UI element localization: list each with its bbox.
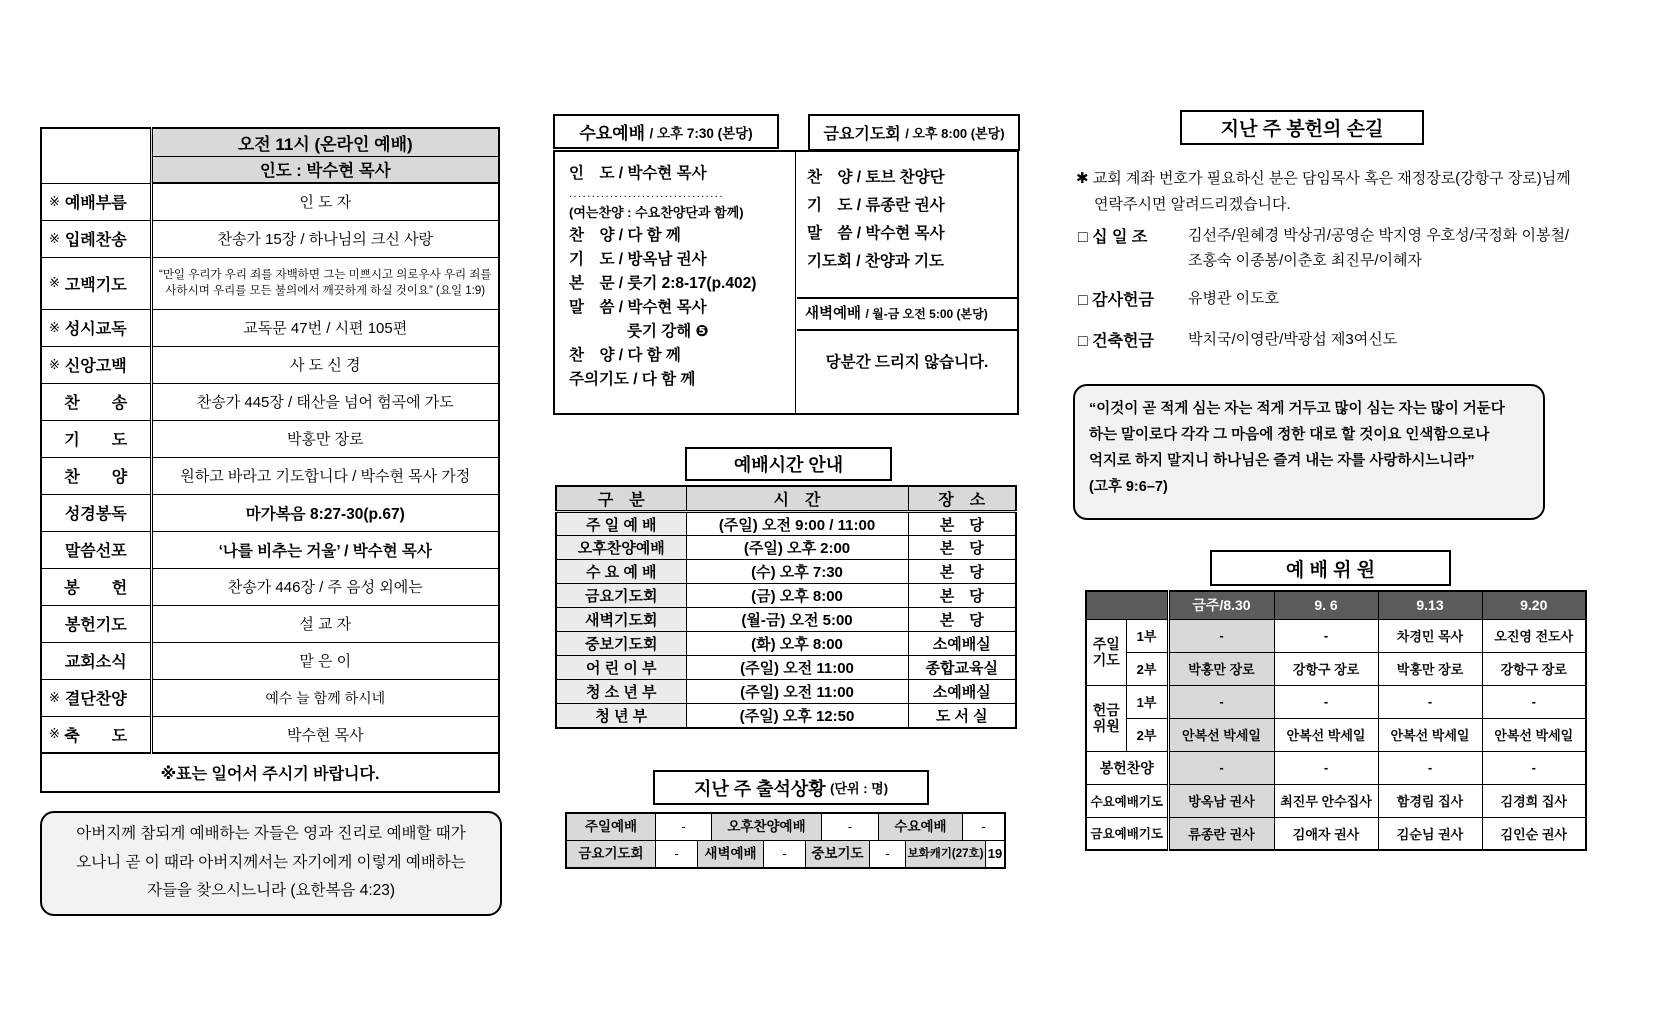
- worship-order-panel: [40, 127, 500, 793]
- committee-group-label: 헌금위원: [1086, 685, 1126, 751]
- times-category: 수 요 예 배: [556, 560, 686, 584]
- times-place: 본 당: [908, 512, 1016, 536]
- committee-row-label: 금요예배기도: [1086, 817, 1168, 850]
- attendance-label: 보화캐기(27호): [905, 841, 985, 867]
- committee-cell: 김애자 권사: [1274, 817, 1378, 850]
- order-row-label: ※ 결단찬양: [41, 679, 151, 716]
- attendance-label: 오후찬양예배: [711, 814, 821, 840]
- offerings-account-note: [1076, 166, 1572, 219]
- tithe-item: [1078, 224, 1570, 274]
- offerings-title-box: [1180, 110, 1424, 145]
- service-line: 기도회 / 찬양과 기도: [807, 253, 945, 270]
- committee-cell: 오진영 전도사: [1482, 619, 1586, 652]
- standing-mark: ※: [49, 726, 60, 742]
- committee-cell: 김경희 집사: [1482, 784, 1586, 817]
- times-category: 청 소 년 부: [556, 680, 686, 704]
- order-row-value: “만일 우리가 우리 죄를 자백하면 그는 미쁘시고 의로우사 우리 죄를 사하시며 우리를 모든 불의에서 깨끗하게 하실 것이요” (요일 1:9): [151, 257, 499, 309]
- standing-mark: ※: [49, 193, 60, 209]
- order-row-label: 찬 양: [41, 457, 151, 494]
- offerings-title: 지난 주 봉헌의 손길: [1220, 119, 1384, 140]
- worship-times-title-box: [685, 447, 892, 481]
- committee-sub-label: 1부: [1126, 619, 1168, 652]
- wednesday-service-order: [555, 152, 796, 413]
- friday-prayer-order: [797, 152, 1017, 413]
- times-time: (수) 오후 7:30: [686, 560, 908, 584]
- times-category: 새벽기도회: [556, 608, 686, 632]
- committee-cell: 안복선 박세일: [1168, 718, 1274, 751]
- order-row-label: ※ 입례찬송: [41, 220, 151, 257]
- service-line: 찬 양 / 다 함 께: [569, 227, 681, 244]
- times-time: (주일) 오전 9:00 / 11:00: [686, 512, 908, 536]
- wednesday-service-title-box: [553, 114, 779, 149]
- attendance-value: -: [655, 814, 711, 840]
- friday-prayer-title: 금요기도회: [823, 126, 901, 143]
- committee-cell: 류종란 권사: [1168, 817, 1274, 850]
- committee-cell: 김순님 권사: [1378, 817, 1482, 850]
- committee-cell: -: [1168, 685, 1274, 718]
- order-row-value: 박홍만 장로: [151, 420, 499, 457]
- service-line: 인 도 / 박수현 목사: [569, 165, 707, 182]
- attendance-label: 주일예배: [567, 814, 655, 840]
- committee-date-header: 금주/8.30: [1168, 591, 1274, 619]
- friday-lines: [797, 152, 1017, 276]
- verse-line: (고후 9:6–7): [1089, 479, 1168, 496]
- attendance-value: -: [962, 814, 1004, 840]
- standing-mark: ※: [49, 319, 60, 335]
- attendance-value: -: [763, 841, 805, 867]
- committee-date-header: 9.13: [1378, 591, 1482, 619]
- standing-mark: ※: [49, 275, 60, 290]
- attendance-value: -: [821, 814, 878, 840]
- tithe-names-line: 조홍숙 이종봉/이춘호 최진무/이혜자: [1188, 251, 1423, 269]
- committee-sub-label: 1부: [1126, 685, 1168, 718]
- times-place: 본 당: [908, 560, 1016, 584]
- order-row-label: 기 도: [41, 420, 151, 457]
- times-col-header: 장 소: [908, 486, 1016, 512]
- worship-order-table: [40, 127, 500, 793]
- committee-row-label: 수요예배기도: [1086, 784, 1168, 817]
- order-row-value: ‘나를 비추는 거울’ / 박수현 목사: [151, 531, 499, 568]
- order-row-value: 원하고 바라고 기도합니다 / 박수현 목사 가정: [151, 457, 499, 494]
- committee-cell: -: [1168, 751, 1274, 784]
- order-row-label: 성경봉독: [41, 494, 151, 531]
- order-row-label: 봉 헌: [41, 568, 151, 605]
- order-row-value: 설 교 자: [151, 605, 499, 642]
- verse-line: 아버지께 참되게 예배하는 자들은 영과 진리로 예배할 때가: [76, 825, 466, 842]
- building-offering-item: [1078, 328, 1570, 353]
- standing-mark: ※: [49, 356, 60, 372]
- times-place: 도 서 실: [908, 704, 1016, 728]
- verse-line: 억지로 하지 말지니 하나님은 즐겨 내는 자를 사랑하시느니라”: [1089, 453, 1475, 470]
- committee-cell: 박홍만 장로: [1168, 652, 1274, 685]
- order-row-value: 예수 늘 함께 하시네: [151, 679, 499, 716]
- attendance-label: 금요기도회: [567, 841, 655, 867]
- committee-cell: 최진무 안수집사: [1274, 784, 1378, 817]
- order-row-value: 인 도 자: [151, 183, 499, 220]
- committee-title: 예 배 위 원: [1285, 559, 1376, 581]
- committee-cell: 함경림 집사: [1378, 784, 1482, 817]
- wednesday-service-title: 수요예배: [579, 124, 646, 143]
- order-row-value: 찬송가 15장 / 하나님의 크신 사랑: [151, 220, 499, 257]
- attendance-label: 새벽예배: [697, 841, 763, 867]
- attendance-label: 수요예배: [878, 814, 962, 840]
- committee-group-label: 주일기도: [1086, 619, 1126, 685]
- order-header-time: 오전 11시 (온라인 예배): [151, 128, 499, 156]
- verse-line: 오나니 곧 이 때라 아버지께서는 자기에게 이렇게 예배하는: [76, 853, 466, 871]
- committee-row-label: 봉헌찬양: [1086, 751, 1168, 784]
- committee-sub-label: 2부: [1126, 652, 1168, 685]
- thanks-offering-names: 유병관 이도호: [1188, 290, 1280, 307]
- committee-cell: -: [1482, 685, 1586, 718]
- dawn-service-time: / 월-금 오전 5:00 (본당): [865, 307, 988, 321]
- attendance-row: [567, 814, 1004, 840]
- committee-cell: 강항구 장로: [1274, 652, 1378, 685]
- order-row-value: 마가복음 8:27-30(p.67): [151, 494, 499, 531]
- times-category: 주 일 예 배: [556, 512, 686, 536]
- service-line: 본 문 / 룻기 2:8-17(p.402): [569, 275, 757, 292]
- midweek-services-panel: [553, 150, 1019, 415]
- attendance-value: 19: [985, 841, 1004, 867]
- dawn-service-header: [797, 297, 1017, 331]
- times-place: 종합교육실: [908, 656, 1016, 680]
- committee-cell: 안복선 박세일: [1274, 718, 1378, 751]
- order-row-label: ※ 축 도: [41, 716, 151, 753]
- order-row-value: 박수현 목사: [151, 716, 499, 753]
- service-line: 말 씀 / 박수현 목사: [569, 299, 707, 316]
- building-offering-names: 박치국/이영란/박광섭 제3여신도: [1188, 331, 1398, 348]
- committee-cell: 안복선 박세일: [1482, 718, 1586, 751]
- times-place: 소예배실: [908, 680, 1016, 704]
- order-row-label: ※ 성시교독: [41, 309, 151, 346]
- attendance-value: -: [655, 841, 697, 867]
- tithe-label: □ 십 일 조: [1078, 229, 1148, 246]
- times-col-header: 시 간: [686, 486, 908, 512]
- committee-date-header: 9.20: [1482, 591, 1586, 619]
- committee-cell: 안복선 박세일: [1378, 718, 1482, 751]
- committee-cell: 박홍만 장로: [1378, 652, 1482, 685]
- john-verse-box: [40, 811, 502, 916]
- times-category: 오후찬양예배: [556, 536, 686, 560]
- attendance-title-box: [653, 770, 929, 805]
- attendance-table: [565, 812, 1006, 869]
- order-header-empty-cell: [41, 128, 151, 183]
- tithe-names-line: 김선주/원혜경 박상귀/공영순 박지영 우호성/국정화 이봉철/: [1188, 227, 1570, 244]
- verse-line: “이것이 곧 적게 심는 자는 적게 거두고 많이 심는 자는 많이 거둔다: [1089, 401, 1505, 417]
- worship-times-table: [555, 485, 1017, 729]
- verse-line: 자들을 찾으시느니라 (요한복음 4:23): [146, 882, 396, 900]
- service-line: 주의기도 / 다 함 께: [569, 371, 696, 388]
- offerings-note-line: ✱ 교회 계좌 번호가 필요하신 분은 담임목사 혹은 재정장로(강항구 장로)님께: [1076, 170, 1571, 187]
- times-time: (주일) 오전 11:00: [686, 656, 908, 680]
- times-place: 본 당: [908, 536, 1016, 560]
- committee-cell: -: [1274, 619, 1378, 652]
- worship-times-panel: [555, 485, 1017, 729]
- order-row-label: ※ 고백기도: [41, 257, 151, 309]
- times-time: (주일) 오후 2:00: [686, 536, 908, 560]
- corinthians-verse-box: [1073, 384, 1545, 520]
- friday-prayer-time: / 오후 8:00 (본당): [905, 126, 1005, 141]
- thanks-offering-label: □ 감사헌금: [1078, 292, 1154, 309]
- attendance-unit: (단위 : 명): [830, 781, 889, 796]
- standing-mark: ※: [49, 689, 60, 705]
- order-row-value: 찬송가 445장 / 태산을 넘어 험곡에 가도: [151, 383, 499, 420]
- friday-prayer-title-box: [808, 114, 1020, 151]
- times-time: (주일) 오전 11:00: [686, 680, 908, 704]
- attendance-label: 중보기도: [805, 841, 869, 867]
- order-row-label: ※ 신앙고백: [41, 346, 151, 383]
- service-line: (여는찬양 : 수요찬양단과 함께): [569, 205, 744, 220]
- committee-cell: 김인순 권사: [1482, 817, 1586, 850]
- dawn-service-note: 당분간 드리지 않습니다.: [825, 354, 989, 371]
- times-time: (화) 오후 8:00: [686, 632, 908, 656]
- order-row-label: ※ 예배부름: [41, 183, 151, 220]
- attendance-row: [567, 840, 1004, 867]
- service-line: 기 도 / 류종란 권사: [807, 197, 945, 214]
- order-row-value: 교독문 47번 / 시편 105편: [151, 309, 499, 346]
- times-category: 어 린 이 부: [556, 656, 686, 680]
- committee-cell: -: [1274, 685, 1378, 718]
- dotted-separator: ..................................: [569, 188, 724, 200]
- thanks-offering-item: [1078, 287, 1570, 312]
- committee-cell: 차경민 목사: [1378, 619, 1482, 652]
- times-category: 중보기도회: [556, 632, 686, 656]
- service-line: 찬 양 / 토브 찬양단: [807, 169, 945, 186]
- service-line: 말 씀 / 박수현 목사: [807, 225, 945, 242]
- times-category: 금요기도회: [556, 584, 686, 608]
- times-time: (금) 오후 8:00: [686, 584, 908, 608]
- order-row-label: 말씀선포: [41, 531, 151, 568]
- building-offering-label: □ 건축헌금: [1078, 333, 1154, 350]
- committee-cell: -: [1378, 685, 1482, 718]
- committee-table: [1085, 590, 1587, 851]
- committee-cell: 방옥남 권사: [1168, 784, 1274, 817]
- worship-times-title: 예배시간 안내: [733, 455, 844, 475]
- standing-mark: ※: [49, 230, 60, 246]
- order-row-label: 봉헌기도: [41, 605, 151, 642]
- service-line: 룻기 강해 ❺: [627, 323, 709, 340]
- order-row-value: 맡 은 이: [151, 642, 499, 679]
- committee-sub-label: 2부: [1126, 718, 1168, 751]
- order-row-value: 찬송가 446장 / 주 음성 외에는: [151, 568, 499, 605]
- order-footer-note: ※표는 일어서 주시기 바랍니다.: [41, 753, 499, 792]
- times-time: (월-금) 오전 5:00: [686, 608, 908, 632]
- committee-cell: -: [1274, 751, 1378, 784]
- committee-title-box: [1210, 550, 1451, 586]
- attendance-title: 지난 주 출석상황: [693, 778, 826, 799]
- times-category: 청 년 부: [556, 704, 686, 728]
- offerings-note-line: 연락주시면 알려드리겠습니다.: [1094, 196, 1291, 214]
- order-row-label: 찬 송: [41, 383, 151, 420]
- service-line: 기 도 / 방옥남 권사: [569, 251, 707, 268]
- committee-cell: -: [1378, 751, 1482, 784]
- times-col-header: 구 분: [556, 486, 686, 512]
- times-time: (주일) 오후 12:50: [686, 704, 908, 728]
- order-row-value: 사 도 신 경: [151, 346, 499, 383]
- times-place: 소예배실: [908, 632, 1016, 656]
- committee-cell: -: [1168, 619, 1274, 652]
- committee-cell: 강항구 장로: [1482, 652, 1586, 685]
- committee-panel: [1085, 590, 1587, 851]
- order-row-label: 교회소식: [41, 642, 151, 679]
- committee-cell: -: [1482, 751, 1586, 784]
- tithe-names: [1170, 224, 1569, 274]
- times-place: 본 당: [908, 584, 1016, 608]
- committee-date-header: 9. 6: [1274, 591, 1378, 619]
- attendance-value: -: [869, 841, 905, 867]
- times-place: 본 당: [908, 608, 1016, 632]
- committee-corner-cell: [1086, 591, 1168, 619]
- dawn-service-title: 새벽예배: [805, 306, 862, 322]
- verse-line: 하는 말이로다 각각 그 마음에 정한 대로 할 것이요 인색함으로나: [1089, 427, 1490, 444]
- service-line: 찬 양 / 다 함 께: [569, 347, 681, 364]
- wednesday-service-time: / 오후 7:30 (본당): [649, 125, 753, 141]
- order-header-leader: 인도 : 박수현 목사: [151, 156, 499, 183]
